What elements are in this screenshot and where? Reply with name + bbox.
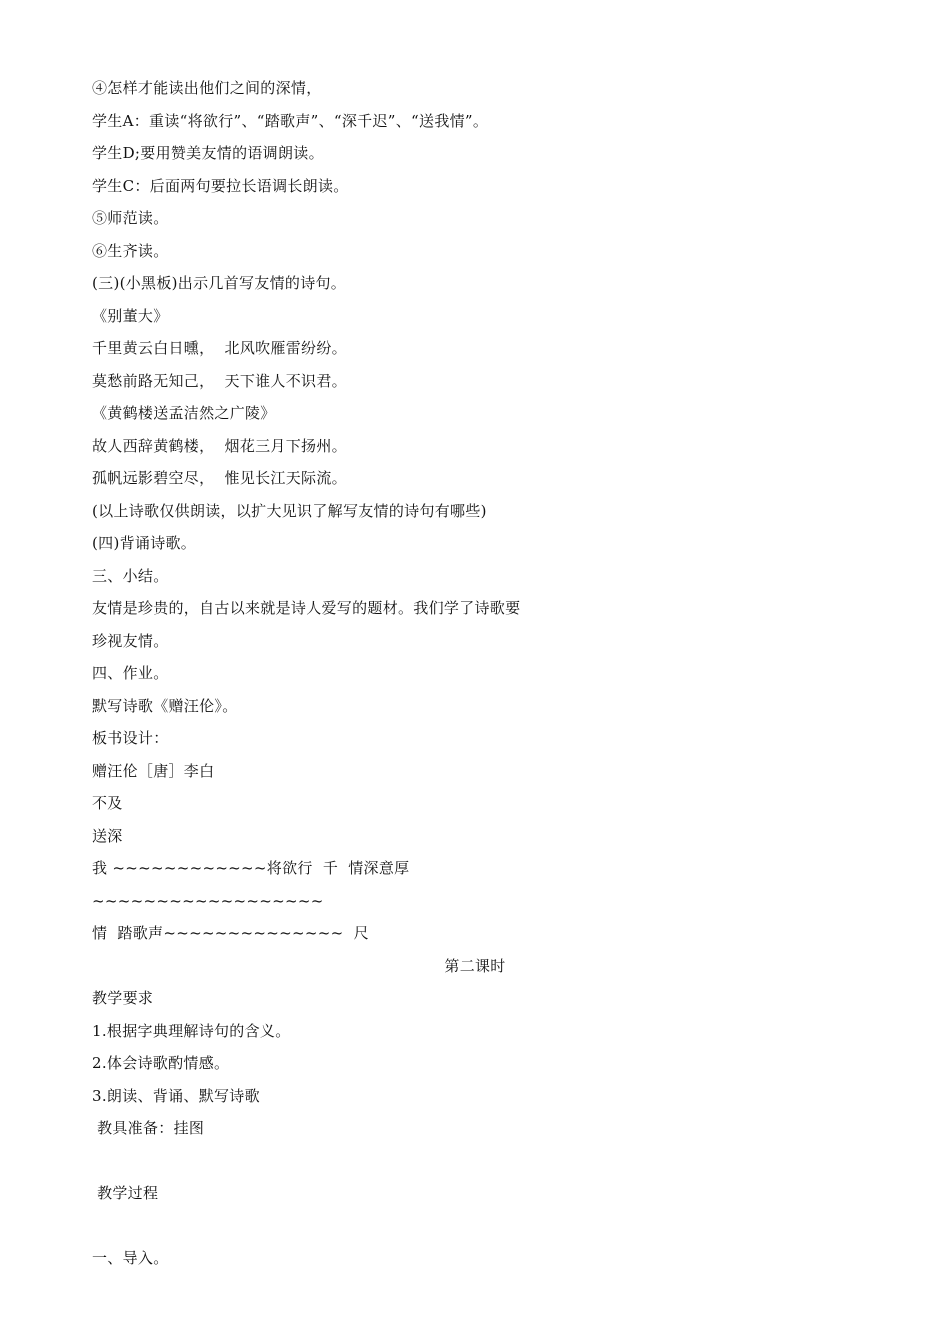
requirement-item: 1.根据字典理解诗句的含义。 [92, 1021, 291, 1040]
text-line: (三)(小黑板)出示几首写友情的诗句。 [92, 274, 347, 292]
spacer [92, 1210, 872, 1243]
blackboard-line: 我 ~~~~~~~~~~~~将欲行 千 情深意厚 [92, 859, 410, 877]
text-line: (以上诗歌仅供朗读，以扩大见识了解写友情的诗句有哪些) [92, 501, 487, 520]
text-line: ⑥生齐读。 [92, 241, 169, 260]
text-line: 默写诗歌《赠汪伦》。 [92, 696, 238, 715]
spacer [92, 1145, 872, 1178]
text-line: ⑤师范读。 [92, 209, 169, 227]
poem-line: 孤帆远影碧空尽， 惟见长江天际流。 [92, 469, 347, 487]
blackboard-line: ~~~~~~~~~~~~~~~~~~ [92, 891, 324, 910]
poem-line: 千里黄云白日曛， 北风吹雁雷纷纷。 [92, 339, 347, 357]
section-heading: 三、小结。 [92, 566, 169, 585]
text-line: 学生D;要用赞美友情的语调朗读。 [92, 144, 324, 162]
requirements-title: 教学要求 [92, 989, 154, 1007]
lesson-heading: 第二课时 [444, 956, 506, 975]
blackboard-line: 送深 [92, 826, 123, 845]
requirement-item: 3.朗读、背诵、默写诗歌 [92, 1086, 260, 1105]
poem-title: 《黄鹤楼送孟洁然之广陵》 [92, 404, 276, 422]
poem-line: 故人西辞黄鹤楼， 烟花三月下扬州。 [92, 436, 347, 455]
process-title: 教学过程 [92, 1184, 159, 1202]
text-line: 学生C：后面两句要拉长语调长朗读。 [92, 176, 349, 195]
poem-title: 《别董大》 [92, 306, 169, 325]
text-line: 学生A：重读“将欲行”、“踏歌声”、“深千迟”、“送我情”。 [92, 111, 489, 130]
tools-line: 教具准备：挂图 [92, 1119, 205, 1137]
text-line: 珍视友情。 [92, 631, 169, 650]
process-step: 一、导入。 [92, 1249, 169, 1267]
blackboard-line: 情 踏歌声~~~~~~~~~~~~~~ 尺 [92, 924, 369, 942]
blackboard-line: 赠汪伦［唐］李白 [92, 761, 215, 780]
text-line: (四)背诵诗歌。 [92, 534, 197, 552]
text-line: ④怎样才能读出他们之间的深情， [92, 79, 322, 97]
requirement-item: 2.体会诗歌酌情感。 [92, 1054, 230, 1072]
poem-line: 莫愁前路无知己， 天下谁人不识君。 [92, 371, 347, 390]
section-heading: 四、作业。 [92, 664, 169, 682]
text-line: 友情是珍贵的，自古以来就是诗人爱写的题材。我们学了诗歌要 [92, 599, 521, 617]
blackboard-title: 板书设计： [92, 729, 169, 747]
document-page [92, 72, 872, 1275]
blackboard-line: 不及 [92, 794, 123, 812]
